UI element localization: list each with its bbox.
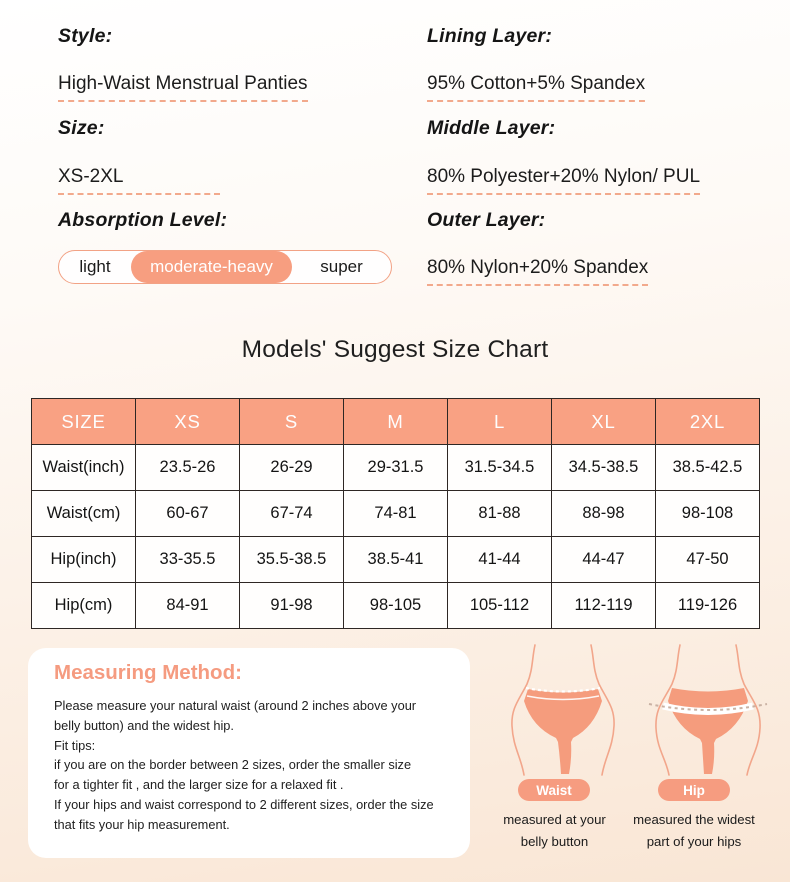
cell: 23.5-26 (136, 445, 240, 491)
hip-caption-line1: measured the widest (633, 812, 755, 827)
cell: 41-44 (448, 537, 552, 583)
style-label: Style: (58, 25, 113, 47)
cell: 105-112 (448, 583, 552, 629)
cell: 31.5-34.5 (448, 445, 552, 491)
cell: 119-126 (656, 583, 760, 629)
absorption-option-light: light (79, 257, 111, 276)
cell: 112-119 (552, 583, 656, 629)
cell: 60-67 (136, 491, 240, 537)
middle-layer-value-text: 80% Polyester+20% Nylon/ PUL (427, 166, 700, 195)
text-line: for a tighter fit , and the larger size for a relaxed fit . (54, 777, 344, 793)
cell: 35.5-38.5 (240, 537, 344, 583)
header-cell-l: L (448, 399, 552, 445)
text-line: that fits your hip measurement. (54, 816, 230, 832)
measuring-method-text (54, 696, 434, 835)
cell: 74-81 (344, 491, 448, 537)
cell: 38.5-41 (344, 537, 448, 583)
header-cell-xs: XS (136, 399, 240, 445)
cell: 44-47 (552, 537, 656, 583)
cell: 88-98 (552, 491, 656, 537)
table-row-waist-inch (32, 445, 760, 491)
header-cell-size: SIZE (32, 399, 136, 445)
cell: 81-88 (448, 491, 552, 537)
text-line: Fit tips: (54, 737, 96, 753)
table-row-waist-cm (32, 491, 760, 537)
outer-layer-value (427, 257, 648, 286)
style-value-text: High-Waist Menstrual Panties (58, 73, 308, 102)
hip-pill-badge: Hip (658, 779, 730, 801)
text-line: belly button) and the widest hip. (54, 717, 234, 733)
row-label: Hip(inch) (32, 537, 136, 583)
size-value (58, 166, 220, 195)
header-cell-m: M (344, 399, 448, 445)
outer-layer-label: Outer Layer: (427, 209, 546, 231)
cell: 38.5-42.5 (656, 445, 760, 491)
cell: 26-29 (240, 445, 344, 491)
header-cell-xl: XL (552, 399, 656, 445)
waist-measure-illustration (498, 644, 628, 776)
row-label: Waist(inch) (32, 445, 136, 491)
hip-caption (620, 809, 768, 853)
row-label: Waist(cm) (32, 491, 136, 537)
middle-layer-label: Middle Layer: (427, 117, 556, 139)
text-line: Please measure your natural waist (around 2 inches above your (54, 698, 417, 713)
size-value-text: XS-2XL (58, 166, 220, 195)
cell: 33-35.5 (136, 537, 240, 583)
lining-layer-label: Lining Layer: (427, 25, 553, 47)
cell: 98-105 (344, 583, 448, 629)
waist-caption-line1: measured at your (503, 812, 606, 827)
outer-layer-value-text: 80% Nylon+20% Spandex (427, 257, 648, 286)
size-chart-table (31, 398, 760, 629)
style-value (58, 73, 308, 102)
waist-caption-line2: belly button (520, 834, 589, 849)
cell: 29-31.5 (344, 445, 448, 491)
measuring-method-heading: Measuring Method: (54, 661, 242, 684)
absorption-option-super: super (320, 257, 363, 276)
cell: 91-98 (240, 583, 344, 629)
cell: 84-91 (136, 583, 240, 629)
hip-caption-line2: part of your hips (646, 834, 742, 849)
text-line: if you are on the border between 2 sizes, order the smaller size (54, 757, 412, 773)
hip-measure-illustration (635, 644, 781, 776)
header-cell-2xl: 2XL (656, 399, 760, 445)
size-chart-title: Models' Suggest Size Chart (241, 336, 549, 363)
middle-layer-value (427, 166, 700, 195)
lining-layer-value (427, 73, 645, 102)
cell: 34.5-38.5 (552, 445, 656, 491)
size-chart-header-row (32, 399, 760, 445)
cell: 47-50 (656, 537, 760, 583)
row-label: Hip(cm) (32, 583, 136, 629)
text-line: If your hips and waist correspond to 2 different sizes, order the size (54, 796, 434, 812)
size-label: Size: (58, 117, 105, 139)
waist-pill-badge: Waist (518, 779, 590, 801)
cell: 98-108 (656, 491, 760, 537)
absorption-option-moderate-heavy-selected: moderate-heavy (131, 251, 292, 283)
cell: 67-74 (240, 491, 344, 537)
absorption-level-selector (58, 250, 392, 284)
absorption-level-label: Absorption Level: (58, 209, 228, 231)
lining-layer-value-text: 95% Cotton+5% Spandex (427, 73, 645, 102)
table-row-hip-cm (32, 583, 760, 629)
waist-caption (482, 809, 627, 853)
table-row-hip-inch (32, 537, 760, 583)
header-cell-s: S (240, 399, 344, 445)
measuring-method-card (28, 648, 470, 858)
